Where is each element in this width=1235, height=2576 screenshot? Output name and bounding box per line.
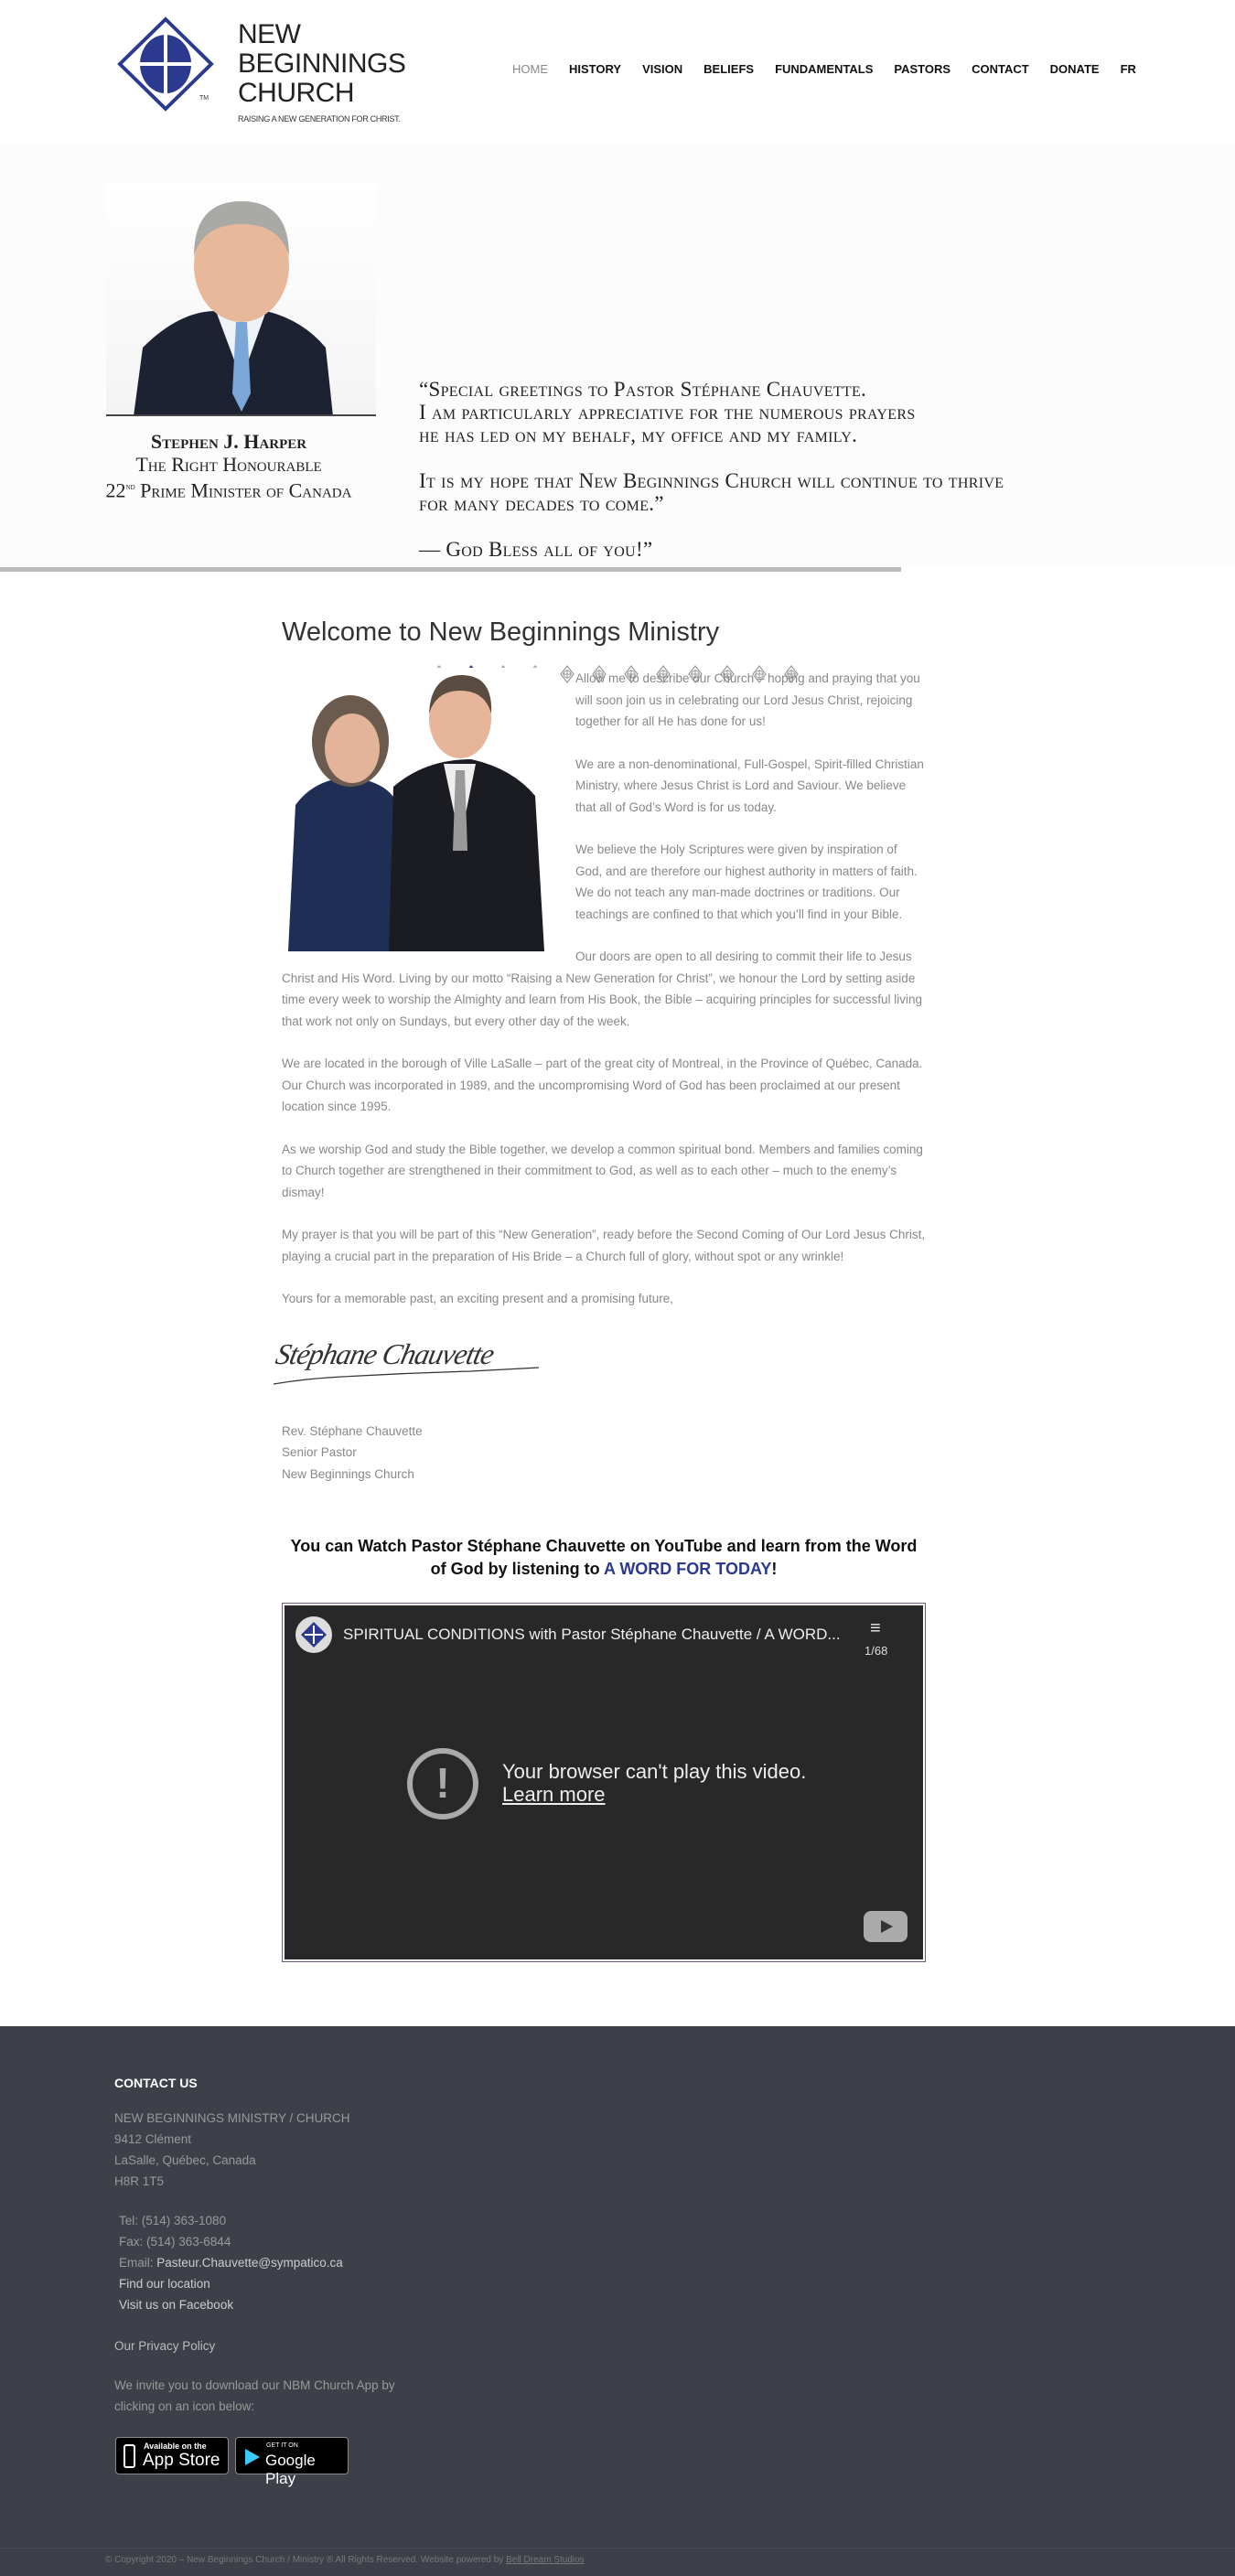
contact-details xyxy=(119,2210,343,2315)
facebook-link[interactable]: Visit us on Facebook xyxy=(119,2298,234,2312)
paragraph: As we worship God and study the Bible together, we develop a common spiritual bond. Members and families coming to Church together are strengthened in their commitment to God, as well as to each other – much to the enemy’s dismay! xyxy=(282,1142,923,1199)
signoff-name: Rev. Stéphane Chauvette xyxy=(282,1423,423,1438)
email-link[interactable]: Pasteur.Chauvette@sympatico.ca xyxy=(156,2256,343,2270)
nav-language-fr[interactable]: FR xyxy=(1120,62,1136,76)
copyright-text: © Copyright 2020 – New Beginnings Church / Ministry ® All Rights Reserved. Website powered by xyxy=(105,2555,507,2565)
nav-vision[interactable]: VISION xyxy=(642,62,683,76)
quote-line: It is my hope that New Beginnings Church will continue to thrive xyxy=(419,469,1004,492)
paragraph: My prayer is that you will be part of this “New Generation”, ready before the Second Coming of Our Lord Jesus Christ, playing a crucial part in the preparation of His Bride – a Church full of glory, without spot or any wrinkle! xyxy=(282,1228,926,1263)
quote-line: for many decades to come.” xyxy=(419,492,664,515)
welcome-letter xyxy=(273,668,926,1485)
copyright xyxy=(105,2555,585,2565)
harper-photo xyxy=(106,183,376,416)
powered-by-link[interactable]: Bell Dream Studios xyxy=(506,2555,585,2565)
logo-line: CHURCH xyxy=(238,78,354,108)
badge-big: App Store xyxy=(143,2451,220,2470)
author-name: Stephen J. Harper xyxy=(150,430,307,453)
phone-icon xyxy=(124,2444,135,2468)
signature-text: Stéphane Chauvette xyxy=(273,1336,498,1370)
quote-blessing: — God Bless all of you!” xyxy=(419,538,653,561)
app-store-badge[interactable] xyxy=(115,2437,229,2474)
youtube-heading xyxy=(282,1535,926,1581)
nav-beliefs[interactable]: BELIEFS xyxy=(703,62,755,76)
testimonial-author xyxy=(91,430,366,501)
trademark: TM xyxy=(199,95,209,102)
youtube-embed[interactable] xyxy=(282,1603,926,1962)
main-nav xyxy=(512,62,1136,76)
video-title[interactable]: SPIRITUAL CONDITIONS with Pastor Stéphane Chauvette / A WORD... xyxy=(343,1626,841,1643)
badge-small: GET IT ON xyxy=(266,2442,298,2449)
learn-more-link[interactable]: Learn more xyxy=(502,1783,606,1806)
address-line: NEW BEGINNINGS MINISTRY / CHURCH xyxy=(114,2111,350,2125)
play-store-icon xyxy=(245,2449,260,2465)
quote-line: he has led on my behalf, my office and my family. xyxy=(419,424,858,446)
channel-avatar[interactable] xyxy=(295,1616,332,1653)
heading-end: ! xyxy=(771,1560,778,1578)
address-line: H8R 1T5 xyxy=(114,2174,165,2188)
playlist-icon[interactable]: ≡ xyxy=(870,1618,881,1638)
signature-image xyxy=(269,1331,926,1395)
phone[interactable]: Tel: (514) 363-1080 xyxy=(119,2214,227,2227)
author-title: The Right Honourable xyxy=(135,453,322,476)
quote-line: “Special greetings to Pastor Stéphane Chauvette. xyxy=(419,378,867,401)
role: Prime Minister of Canada xyxy=(140,478,352,502)
email-label: Email: xyxy=(119,2256,157,2270)
testimonial-slider xyxy=(0,142,1235,567)
contact-heading: CONTACT US xyxy=(114,2076,198,2090)
nav-donate[interactable]: DONATE xyxy=(1049,62,1100,76)
tagline: RAISING A NEW GENERATION FOR CHRIST. xyxy=(238,114,401,123)
author-role xyxy=(91,476,366,501)
photo-underline xyxy=(106,414,376,416)
signoff-org: New Beginnings Church xyxy=(282,1466,414,1481)
signoff-title: Senior Pastor xyxy=(282,1445,357,1459)
error-icon: ! xyxy=(407,1748,478,1819)
youtube-logo-icon[interactable] xyxy=(864,1911,907,1942)
logo-line: NEW xyxy=(238,19,301,49)
paragraph: Our doors are open to all desiring to commit their life to Jesus Christ and His Word. Living by our motto “Raising a New Generation for Christ”, we honour the Lord by setting aside time every week to worship the Almighty and learn from His Book, the Bible – acquiring principles for successful living that work not only on Sundays, but every other day of the week. xyxy=(282,950,923,1028)
quote-line: I am particularly appreciative for the numerous prayers xyxy=(419,401,916,424)
image-spacer xyxy=(282,668,575,961)
paragraph: Allow me to describe our Church – hoping and praying that you will soon join us in celebrating our Lord Jesus Christ, rejoicing together for all He has done for us! xyxy=(575,671,920,728)
nav-home[interactable]: HOME xyxy=(512,62,548,76)
email-row xyxy=(119,2252,343,2273)
site-header xyxy=(0,0,1235,142)
address-line: 9412 Clément xyxy=(114,2132,192,2146)
paragraph: We believe the Holy Scriptures were given by inspiration of God, and are therefore our highest authority in matters of faith. We do not teach any man-made doctrines or traditions. Our teachings are confined to that which you’ll find in your Bible. xyxy=(575,843,918,921)
badge-big: Google Play xyxy=(265,2452,316,2487)
logo-wordmark[interactable] xyxy=(238,20,405,108)
nav-fundamentals[interactable]: FUNDAMENTALS xyxy=(775,62,874,76)
paragraph: We are a non-denominational, Full-Gospel, Spirit-filled Christian Ministry, where Jesus Christ is Lord and Saviour. We believe that all of God’s Word is for us today. xyxy=(575,757,924,814)
address-line: LaSalle, Québec, Canada xyxy=(114,2153,256,2167)
paragraph: We are located in the borough of Ville LaSalle – part of the great city of Montreal, in the Province of Québec, Canada. Our Church was incorporated in 1989, and the uncompromising Word of God has been proclaimed at our present location since 1995. xyxy=(282,1057,923,1113)
footer-divider xyxy=(0,2548,1235,2549)
heading-text: You can Watch Pastor Stéphane Chauvette on YouTube and learn from the Word of God by listening to xyxy=(290,1537,918,1578)
logo-line: BEGINNINGS xyxy=(238,48,406,79)
privacy-link[interactable]: Our Privacy Policy xyxy=(114,2339,216,2353)
ordinal: 22 xyxy=(105,478,126,502)
page-title: Welcome to New Beginnings Ministry xyxy=(282,617,720,647)
address xyxy=(114,2108,350,2192)
nav-history[interactable]: HISTORY xyxy=(569,62,622,76)
error-message: Your browser can't play this video. xyxy=(502,1760,807,1783)
playlist-count: 1/68 xyxy=(864,1644,888,1658)
location-link[interactable]: Find our location xyxy=(119,2277,210,2291)
divider-bar xyxy=(0,567,901,572)
ordinal-suffix: nd xyxy=(125,482,135,492)
nav-pastors[interactable]: PASTORS xyxy=(894,62,951,76)
fax: Fax: (514) 363-6844 xyxy=(119,2235,231,2249)
google-play-badge[interactable] xyxy=(235,2437,349,2487)
badge-small: Available on the xyxy=(144,2442,207,2451)
a-word-for-today-link[interactable]: A WORD FOR TODAY xyxy=(603,1560,772,1578)
app-invite: We invite you to download our NBM Church App by clicking on an icon below: xyxy=(114,2378,395,2413)
nav-contact[interactable]: CONTACT xyxy=(972,62,1029,76)
site-footer xyxy=(0,2026,1235,2576)
paragraph: Yours for a memorable past, an exciting present and a promising future, xyxy=(282,1292,673,1305)
testimonial-quote xyxy=(419,378,1004,584)
